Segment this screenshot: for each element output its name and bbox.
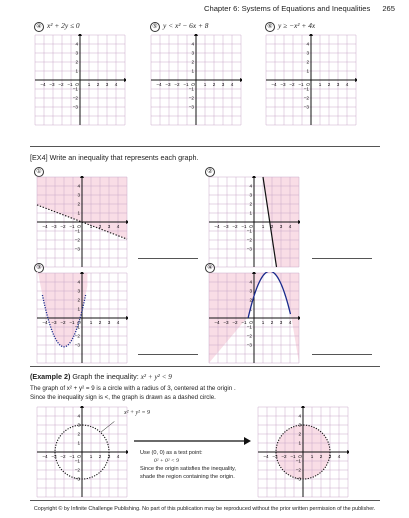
x-tick-label: 1 <box>203 82 207 87</box>
origin-label: O <box>306 82 310 87</box>
y-tick-label: −1 <box>74 228 80 234</box>
x-tick-label: 4 <box>116 320 120 325</box>
y-tick-label: 2 <box>77 201 80 207</box>
y-tick-label: −1 <box>295 458 301 464</box>
x-axis-arrow-icon <box>126 450 128 454</box>
x-tick-label: 2 <box>98 320 102 325</box>
y-tick-label: −2 <box>74 237 80 243</box>
origin-label: O <box>249 224 253 229</box>
x-tick-label: 3 <box>279 320 283 325</box>
x-tick-label: −3 <box>165 82 171 87</box>
x-tick-label: −1 <box>241 224 247 229</box>
x-tick-label: 4 <box>337 454 341 459</box>
y-tick-label: −2 <box>246 237 252 243</box>
y-tick-label: 4 <box>306 41 309 47</box>
problem-6-label: ⑥ y ≥ −x² + 4x <box>265 21 315 32</box>
y-tick-label: 4 <box>249 279 252 285</box>
origin-label: O <box>75 82 79 87</box>
y-tick-label: 3 <box>249 288 252 294</box>
y-tick-label: −3 <box>72 104 78 110</box>
ex4-marker-3: ③ <box>34 262 47 273</box>
test-point-text: Use (0, 0) as a test point: 0² + 0² < 9 Since the origin satisfies the inequality, shade the region containing the origin. <box>140 450 236 480</box>
y-tick-label: 3 <box>298 422 301 428</box>
answer-line-1[interactable] <box>138 258 198 259</box>
y-tick-label: 1 <box>77 440 80 446</box>
y-tick-label: −1 <box>188 86 194 92</box>
y-tick-label: 1 <box>77 210 80 216</box>
x-tick-label: −4 <box>271 82 277 87</box>
divider-footer <box>30 500 380 501</box>
y-axis-arrow-icon <box>78 34 82 36</box>
y-tick-label: 4 <box>298 413 301 419</box>
x-tick-label: 4 <box>230 82 234 87</box>
x-tick-label: 4 <box>116 454 120 459</box>
problem-5-label: ⑤ y < x² − 6x + 8 <box>150 21 209 32</box>
arrow-icon <box>132 436 252 446</box>
graph-ex4-1 <box>36 176 128 268</box>
y-axis-arrow-icon <box>252 272 256 274</box>
ex4-heading: [EX4] Write an inequality that represents each graph. <box>30 153 199 162</box>
ex4-marker-1: ① <box>34 166 47 177</box>
y-tick-label: 4 <box>77 279 80 285</box>
x-tick-label: 2 <box>212 82 216 87</box>
x-tick-label: −1 <box>241 320 247 325</box>
x-tick-label: 4 <box>288 224 292 229</box>
y-tick-label: 4 <box>75 41 78 47</box>
x-tick-label: 4 <box>116 224 120 229</box>
x-tick-label: −2 <box>232 320 238 325</box>
x-tick-label: −2 <box>60 320 66 325</box>
ex4-marker-4: ④ <box>205 262 218 273</box>
origin-label: O <box>77 454 81 459</box>
x-tick-label: 1 <box>310 454 314 459</box>
x-tick-label: 1 <box>89 224 93 229</box>
y-tick-label: 2 <box>77 297 80 303</box>
y-tick-label: −2 <box>74 333 80 339</box>
x-tick-label: −3 <box>280 82 286 87</box>
x-tick-label: −3 <box>49 82 55 87</box>
y-tick-label: 4 <box>77 183 80 189</box>
x-tick-label: −4 <box>42 320 48 325</box>
y-tick-label: 2 <box>75 59 78 65</box>
y-tick-label: −1 <box>72 86 78 92</box>
y-tick-label: −3 <box>295 476 301 482</box>
y-tick-label: −2 <box>295 467 301 473</box>
x-axis-arrow-icon <box>355 78 357 82</box>
origin-label: O <box>77 224 81 229</box>
y-axis-arrow-icon <box>194 34 198 36</box>
y-tick-label: 3 <box>249 192 252 198</box>
x-axis-arrow-icon <box>298 316 300 320</box>
x-tick-label: −3 <box>223 224 229 229</box>
y-tick-label: −2 <box>188 95 194 101</box>
y-tick-label: 4 <box>249 183 252 189</box>
x-tick-label: 4 <box>345 82 349 87</box>
x-tick-label: −3 <box>272 454 278 459</box>
graph-problem-6 <box>265 34 357 126</box>
y-tick-label: 4 <box>191 41 194 47</box>
x-tick-label: −1 <box>69 454 75 459</box>
x-tick-label: 2 <box>270 224 274 229</box>
copyright-footer: Copyright © by Infinite Challenge Publishing. No part of this publication may be reproduced without the prior written permission of the publisher. <box>33 506 376 512</box>
x-tick-label: −2 <box>60 224 66 229</box>
x-tick-label: 2 <box>98 224 102 229</box>
graph-problem-4 <box>34 34 126 126</box>
x-axis-arrow-icon <box>126 220 128 224</box>
x-tick-label: −1 <box>67 82 73 87</box>
x-axis-arrow-icon <box>298 220 300 224</box>
y-axis-arrow-icon <box>301 406 305 408</box>
x-tick-label: 1 <box>87 82 91 87</box>
ex4-marker-2: ② <box>205 166 218 177</box>
y-tick-label: 2 <box>298 431 301 437</box>
y-tick-label: 1 <box>249 306 252 312</box>
x-tick-label: −2 <box>281 454 287 459</box>
x-tick-label: 1 <box>89 454 93 459</box>
y-tick-label: 1 <box>191 68 194 74</box>
y-tick-label: 3 <box>77 192 80 198</box>
y-axis-arrow-icon <box>309 34 313 36</box>
x-tick-label: 1 <box>89 320 93 325</box>
x-tick-label: −3 <box>51 320 57 325</box>
answer-line-2[interactable] <box>312 258 372 259</box>
graph-ex4-2 <box>208 176 300 268</box>
y-tick-label: 2 <box>77 431 80 437</box>
problem-4-label: ④ x² + 2y ≤ 0 <box>34 21 80 32</box>
y-axis-arrow-icon <box>80 406 84 408</box>
y-tick-label: 2 <box>306 59 309 65</box>
y-tick-label: −2 <box>74 467 80 473</box>
origin-label: O <box>191 82 195 87</box>
y-tick-label: 3 <box>306 50 309 56</box>
x-tick-label: −2 <box>289 82 295 87</box>
x-tick-label: −2 <box>174 82 180 87</box>
x-tick-label: −2 <box>60 454 66 459</box>
example2-line-2: Since the inequality sign is <, the graph is drawn as a dashed circle. <box>30 394 216 401</box>
x-tick-label: −1 <box>69 320 75 325</box>
example2-heading: (Example 2) Graph the inequality: x² + y² < 9 <box>30 372 172 381</box>
x-tick-label: 1 <box>261 320 265 325</box>
x-tick-label: −4 <box>156 82 162 87</box>
x-tick-label: −4 <box>214 224 220 229</box>
x-tick-label: 2 <box>98 454 102 459</box>
y-tick-label: −3 <box>246 342 252 348</box>
y-tick-label: 2 <box>249 297 252 303</box>
x-tick-label: −2 <box>232 224 238 229</box>
y-tick-label: 1 <box>249 210 252 216</box>
y-tick-label: −3 <box>188 104 194 110</box>
x-tick-label: −4 <box>263 454 269 459</box>
y-tick-label: −3 <box>74 342 80 348</box>
x-tick-label: 3 <box>336 82 340 87</box>
x-tick-label: 3 <box>107 224 111 229</box>
x-tick-label: 2 <box>96 82 100 87</box>
chapter-title: Chapter 6: Systems of Equations and Inequalities <box>204 4 371 13</box>
graph-example2-boundary <box>36 406 128 498</box>
graph-ex4-4 <box>208 272 300 364</box>
graph-example2-shaded <box>257 406 349 498</box>
y-tick-label: 4 <box>77 413 80 419</box>
graph-problem-5 <box>150 34 242 126</box>
x-tick-label: 4 <box>288 320 292 325</box>
x-tick-label: 4 <box>114 82 118 87</box>
y-tick-label: −3 <box>74 476 80 482</box>
x-axis-arrow-icon <box>240 78 242 82</box>
circle-label: x² + y² = 9 <box>124 410 151 416</box>
x-tick-label: 3 <box>279 224 283 229</box>
y-axis-arrow-icon <box>80 176 84 178</box>
y-axis-arrow-icon <box>252 176 256 178</box>
y-tick-label: −1 <box>303 86 309 92</box>
x-tick-label: −1 <box>290 454 296 459</box>
y-tick-label: −3 <box>246 246 252 252</box>
y-tick-label: 3 <box>75 50 78 56</box>
x-tick-label: −2 <box>58 82 64 87</box>
x-tick-label: −1 <box>183 82 189 87</box>
divider-top <box>30 146 380 147</box>
page-header <box>204 4 395 13</box>
x-tick-label: 3 <box>107 454 111 459</box>
x-tick-label: −3 <box>51 454 57 459</box>
x-tick-label: 3 <box>328 454 332 459</box>
y-tick-label: −2 <box>246 333 252 339</box>
x-tick-label: −3 <box>51 224 57 229</box>
y-tick-label: 1 <box>75 68 78 74</box>
page-number: 265 <box>382 4 395 13</box>
x-axis-arrow-icon <box>126 316 128 320</box>
x-tick-label: −4 <box>42 454 48 459</box>
x-tick-label: 2 <box>270 320 274 325</box>
origin-label: O <box>249 320 253 325</box>
y-tick-label: 3 <box>191 50 194 56</box>
x-tick-label: −3 <box>223 320 229 325</box>
x-tick-label: 2 <box>319 454 323 459</box>
y-tick-label: 3 <box>77 288 80 294</box>
x-tick-label: 3 <box>105 82 109 87</box>
y-tick-label: 1 <box>298 440 301 446</box>
x-tick-label: 2 <box>327 82 331 87</box>
x-tick-label: −4 <box>214 320 220 325</box>
y-tick-label: 1 <box>77 306 80 312</box>
answer-line-4[interactable] <box>312 354 372 355</box>
divider-example <box>30 366 380 367</box>
y-axis-arrow-icon <box>80 272 84 274</box>
y-tick-label: −1 <box>74 324 80 330</box>
x-tick-label: 3 <box>107 320 111 325</box>
y-tick-label: 3 <box>77 422 80 428</box>
x-tick-label: 1 <box>261 224 265 229</box>
x-tick-label: −1 <box>69 224 75 229</box>
y-tick-label: −1 <box>74 458 80 464</box>
x-tick-label: −1 <box>298 82 304 87</box>
x-tick-label: 3 <box>221 82 225 87</box>
y-tick-label: −2 <box>72 95 78 101</box>
y-tick-label: 2 <box>249 201 252 207</box>
y-tick-label: −2 <box>303 95 309 101</box>
x-axis-arrow-icon <box>347 450 349 454</box>
x-tick-label: 1 <box>318 82 322 87</box>
x-tick-label: −4 <box>40 82 46 87</box>
y-tick-label: 2 <box>191 59 194 65</box>
origin-label: O <box>298 454 302 459</box>
label-leader-line <box>101 421 115 432</box>
x-tick-label: −4 <box>42 224 48 229</box>
x-axis-arrow-icon <box>124 78 126 82</box>
y-tick-label: −3 <box>74 246 80 252</box>
answer-line-3[interactable] <box>138 354 198 355</box>
y-tick-label: −1 <box>246 324 252 330</box>
origin-label: O <box>77 320 81 325</box>
graph-ex4-3 <box>36 272 128 364</box>
y-tick-label: −3 <box>303 104 309 110</box>
y-tick-label: 1 <box>306 68 309 74</box>
example2-line-1: The graph of x² + y² = 9 is a circle with a radius of 3, centered at the origin . <box>30 385 236 392</box>
y-tick-label: −1 <box>246 228 252 234</box>
